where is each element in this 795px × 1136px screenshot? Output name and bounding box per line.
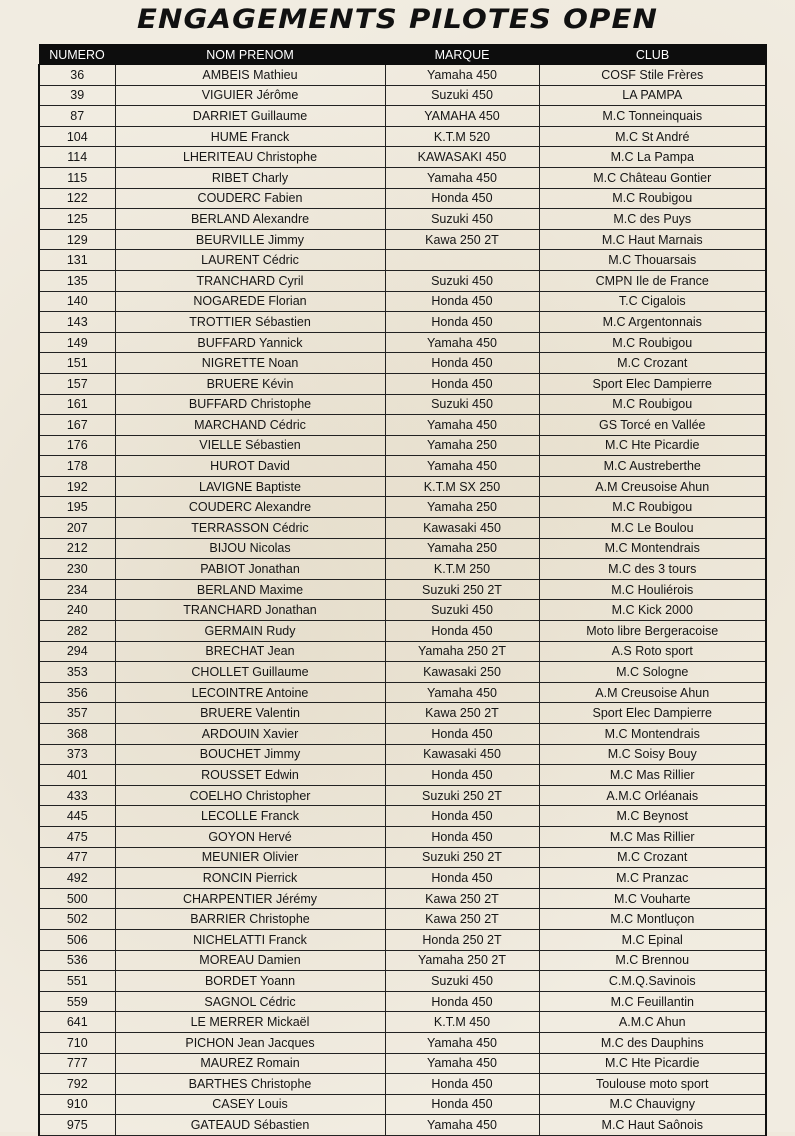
cell-nom-prenom: GERMAIN Rudy <box>115 621 385 642</box>
cell-club: A.M Creusoise Ahun <box>539 476 766 497</box>
table-row <box>39 518 766 539</box>
cell-marque: K.T.M SX 250 <box>385 476 539 497</box>
cell-numero: 536 <box>39 950 115 971</box>
table-row <box>39 188 766 209</box>
cell-numero: 368 <box>39 724 115 745</box>
cell-marque: Honda 450 <box>385 765 539 786</box>
cell-club: M.C Le Boulou <box>539 518 766 539</box>
cell-numero: 122 <box>39 188 115 209</box>
cell-numero: 178 <box>39 456 115 477</box>
cell-club: M.C Pranzac <box>539 868 766 889</box>
cell-club: M.C Montluçon <box>539 909 766 930</box>
table-row <box>39 826 766 847</box>
table-row <box>39 415 766 436</box>
cell-numero: 234 <box>39 579 115 600</box>
cell-club: M.C Epinal <box>539 929 766 950</box>
table-row <box>39 209 766 230</box>
cell-club: M.C Thouarsais <box>539 250 766 271</box>
cell-club: M.C St André <box>539 126 766 147</box>
table-row <box>39 662 766 683</box>
cell-club: M.C Austreberthe <box>539 456 766 477</box>
table-row <box>39 167 766 188</box>
cell-marque: Yamaha 450 <box>385 1115 539 1136</box>
cell-nom-prenom: BUFFARD Yannick <box>115 332 385 353</box>
cell-marque: Kawa 250 2T <box>385 909 539 930</box>
cell-nom-prenom: PICHON Jean Jacques <box>115 1032 385 1053</box>
cell-marque: Suzuki 250 2T <box>385 847 539 868</box>
cell-numero: 149 <box>39 332 115 353</box>
cell-marque: Kawasaki 250 <box>385 662 539 683</box>
cell-numero: 559 <box>39 991 115 1012</box>
cell-club: Toulouse moto sport <box>539 1074 766 1095</box>
cell-club: M.C Vouharte <box>539 888 766 909</box>
cell-numero: 240 <box>39 600 115 621</box>
cell-club: M.C Roubigou <box>539 394 766 415</box>
cell-nom-prenom: RONCIN Pierrick <box>115 868 385 889</box>
cell-nom-prenom: CASEY Louis <box>115 1094 385 1115</box>
table-row <box>39 312 766 333</box>
table-row <box>39 579 766 600</box>
cell-nom-prenom: VIELLE Sébastien <box>115 435 385 456</box>
cell-marque: Yamaha 450 <box>385 1053 539 1074</box>
cell-club: M.C Feuillantin <box>539 991 766 1012</box>
table-row <box>39 559 766 580</box>
cell-club: M.C Kick 2000 <box>539 600 766 621</box>
cell-numero: 433 <box>39 785 115 806</box>
cell-club: M.C Sologne <box>539 662 766 683</box>
table-row <box>39 785 766 806</box>
cell-club: M.C Hte Picardie <box>539 435 766 456</box>
cell-marque: Suzuki 450 <box>385 600 539 621</box>
entries-table <box>38 44 767 1136</box>
cell-marque: Yamaha 450 <box>385 415 539 436</box>
cell-club: T.C Cigalois <box>539 291 766 312</box>
cell-nom-prenom: CHARPENTIER Jérémy <box>115 888 385 909</box>
cell-nom-prenom: ROUSSET Edwin <box>115 765 385 786</box>
table-row <box>39 497 766 518</box>
cell-nom-prenom: VIGUIER Jérôme <box>115 85 385 106</box>
cell-marque: K.T.M 520 <box>385 126 539 147</box>
table-row <box>39 703 766 724</box>
table-row <box>39 394 766 415</box>
cell-numero: 129 <box>39 229 115 250</box>
cell-marque: Kawa 250 2T <box>385 703 539 724</box>
cell-numero: 114 <box>39 147 115 168</box>
table-row <box>39 106 766 127</box>
cell-marque: Yamaha 450 <box>385 1032 539 1053</box>
cell-nom-prenom: SAGNOL Cédric <box>115 991 385 1012</box>
cell-nom-prenom: COUDERC Fabien <box>115 188 385 209</box>
cell-marque: Yamaha 450 <box>385 456 539 477</box>
cell-club: A.S Roto sport <box>539 641 766 662</box>
cell-nom-prenom: GOYON Hervé <box>115 826 385 847</box>
cell-numero: 161 <box>39 394 115 415</box>
cell-numero: 176 <box>39 435 115 456</box>
cell-nom-prenom: CHOLLET Guillaume <box>115 662 385 683</box>
cell-club: M.C Haut Marnais <box>539 229 766 250</box>
cell-nom-prenom: BARTHES Christophe <box>115 1074 385 1095</box>
cell-nom-prenom: LECOINTRE Antoine <box>115 682 385 703</box>
cell-numero: 373 <box>39 744 115 765</box>
cell-numero: 87 <box>39 106 115 127</box>
cell-club: M.C Montendrais <box>539 724 766 745</box>
table-row <box>39 847 766 868</box>
cell-nom-prenom: MARCHAND Cédric <box>115 415 385 436</box>
table-row <box>39 991 766 1012</box>
table-row <box>39 1115 766 1136</box>
table-row <box>39 621 766 642</box>
cell-club: M.C Tonneinquais <box>539 106 766 127</box>
cell-marque: K.T.M 250 <box>385 559 539 580</box>
cell-marque: Honda 450 <box>385 312 539 333</box>
cell-nom-prenom: LAURENT Cédric <box>115 250 385 271</box>
cell-marque: Honda 450 <box>385 868 539 889</box>
table-row <box>39 538 766 559</box>
table-row <box>39 147 766 168</box>
cell-numero: 115 <box>39 167 115 188</box>
cell-numero: 167 <box>39 415 115 436</box>
cell-marque: Suzuki 450 <box>385 270 539 291</box>
cell-nom-prenom: GATEAUD Sébastien <box>115 1115 385 1136</box>
cell-marque: Honda 250 2T <box>385 929 539 950</box>
cell-marque: Yamaha 250 2T <box>385 950 539 971</box>
cell-numero: 475 <box>39 826 115 847</box>
cell-club: M.C des Puys <box>539 209 766 230</box>
cell-numero: 282 <box>39 621 115 642</box>
cell-numero: 357 <box>39 703 115 724</box>
cell-nom-prenom: MOREAU Damien <box>115 950 385 971</box>
cell-marque: Suzuki 450 <box>385 209 539 230</box>
header-numero: NUMERO <box>39 45 115 65</box>
table-row <box>39 765 766 786</box>
cell-club: LA PAMPA <box>539 85 766 106</box>
cell-nom-prenom: TERRASSON Cédric <box>115 518 385 539</box>
table-row <box>39 641 766 662</box>
cell-club: Moto libre Bergeracoise <box>539 621 766 642</box>
cell-club: M.C Roubigou <box>539 188 766 209</box>
cell-numero: 212 <box>39 538 115 559</box>
cell-club: M.C Crozant <box>539 353 766 374</box>
cell-marque: Honda 450 <box>385 621 539 642</box>
cell-numero: 195 <box>39 497 115 518</box>
cell-club: M.C Haut Saônois <box>539 1115 766 1136</box>
cell-nom-prenom: LECOLLE Franck <box>115 806 385 827</box>
cell-marque: Honda 450 <box>385 991 539 1012</box>
table-row <box>39 65 766 86</box>
cell-nom-prenom: MEUNIER Olivier <box>115 847 385 868</box>
table-row <box>39 126 766 147</box>
cell-nom-prenom: TRANCHARD Cyril <box>115 270 385 291</box>
cell-club: M.C Roubigou <box>539 497 766 518</box>
cell-club: M.C Hte Picardie <box>539 1053 766 1074</box>
cell-club: COSF Stile Frères <box>539 65 766 86</box>
page-title: ENGAGEMENTS PILOTES OPEN <box>137 4 658 35</box>
cell-marque: Suzuki 250 2T <box>385 785 539 806</box>
cell-club: M.C Montendrais <box>539 538 766 559</box>
header-nom-prenom: NOM PRENOM <box>115 45 385 65</box>
cell-club: M.C Mas Rillier <box>539 765 766 786</box>
cell-marque: Yamaha 250 <box>385 435 539 456</box>
cell-nom-prenom: ARDOUIN Xavier <box>115 724 385 745</box>
cell-club: A.M Creusoise Ahun <box>539 682 766 703</box>
cell-marque: Honda 450 <box>385 806 539 827</box>
cell-marque: Honda 450 <box>385 1094 539 1115</box>
table-row <box>39 1094 766 1115</box>
cell-club: M.C Château Gontier <box>539 167 766 188</box>
cell-marque: Kawa 250 2T <box>385 888 539 909</box>
cell-marque: YAMAHA 450 <box>385 106 539 127</box>
cell-numero: 36 <box>39 65 115 86</box>
cell-marque: Honda 450 <box>385 1074 539 1095</box>
cell-club: M.C Roubigou <box>539 332 766 353</box>
cell-numero: 792 <box>39 1074 115 1095</box>
cell-nom-prenom: RIBET Charly <box>115 167 385 188</box>
cell-club: M.C Houliérois <box>539 579 766 600</box>
cell-marque: Honda 450 <box>385 373 539 394</box>
cell-club: M.C des 3 tours <box>539 559 766 580</box>
cell-nom-prenom: HUROT David <box>115 456 385 477</box>
cell-club: M.C Crozant <box>539 847 766 868</box>
cell-numero: 192 <box>39 476 115 497</box>
cell-numero: 135 <box>39 270 115 291</box>
cell-club: M.C des Dauphins <box>539 1032 766 1053</box>
cell-nom-prenom: BOUCHET Jimmy <box>115 744 385 765</box>
cell-nom-prenom: BRUERE Valentin <box>115 703 385 724</box>
cell-nom-prenom: BIJOU Nicolas <box>115 538 385 559</box>
cell-club: M.C Mas Rillier <box>539 826 766 847</box>
header-club: CLUB <box>539 45 766 65</box>
cell-nom-prenom: LAVIGNE Baptiste <box>115 476 385 497</box>
cell-numero: 401 <box>39 765 115 786</box>
table-row <box>39 476 766 497</box>
cell-club: CMPN Ile de France <box>539 270 766 291</box>
cell-marque: Honda 450 <box>385 826 539 847</box>
cell-marque: Honda 450 <box>385 291 539 312</box>
cell-club: M.C La Pampa <box>539 147 766 168</box>
cell-marque: Yamaha 250 2T <box>385 641 539 662</box>
cell-numero: 641 <box>39 1012 115 1033</box>
cell-marque: Suzuki 250 2T <box>385 579 539 600</box>
cell-nom-prenom: COELHO Christopher <box>115 785 385 806</box>
table-row <box>39 250 766 271</box>
cell-numero: 551 <box>39 971 115 992</box>
table-row <box>39 744 766 765</box>
table-row <box>39 971 766 992</box>
cell-marque: Kawa 250 2T <box>385 229 539 250</box>
table-row <box>39 868 766 889</box>
cell-nom-prenom: LE MERRER Mickaël <box>115 1012 385 1033</box>
cell-numero: 477 <box>39 847 115 868</box>
table-row <box>39 373 766 394</box>
cell-club: A.M.C Ahun <box>539 1012 766 1033</box>
cell-nom-prenom: NICHELATTI Franck <box>115 929 385 950</box>
cell-marque: Yamaha 250 <box>385 497 539 518</box>
cell-numero: 500 <box>39 888 115 909</box>
cell-club: A.M.C Orléanais <box>539 785 766 806</box>
table-row <box>39 600 766 621</box>
table-row <box>39 682 766 703</box>
cell-marque: Kawasaki 450 <box>385 518 539 539</box>
cell-numero: 39 <box>39 85 115 106</box>
cell-club: M.C Brennou <box>539 950 766 971</box>
cell-nom-prenom: HUME Franck <box>115 126 385 147</box>
cell-marque: Honda 450 <box>385 188 539 209</box>
table-row <box>39 806 766 827</box>
cell-marque: Yamaha 450 <box>385 65 539 86</box>
table-row <box>39 1032 766 1053</box>
cell-numero: 230 <box>39 559 115 580</box>
table-row <box>39 950 766 971</box>
table-row <box>39 1074 766 1095</box>
cell-numero: 492 <box>39 868 115 889</box>
cell-nom-prenom: COUDERC Alexandre <box>115 497 385 518</box>
cell-marque: Yamaha 450 <box>385 167 539 188</box>
cell-numero: 131 <box>39 250 115 271</box>
cell-numero: 125 <box>39 209 115 230</box>
cell-marque: Suzuki 450 <box>385 971 539 992</box>
cell-marque: KAWASAKI 450 <box>385 147 539 168</box>
table-row <box>39 724 766 745</box>
cell-marque: K.T.M 450 <box>385 1012 539 1033</box>
cell-club: Sport Elec Dampierre <box>539 373 766 394</box>
cell-numero: 975 <box>39 1115 115 1136</box>
cell-numero: 140 <box>39 291 115 312</box>
cell-club: M.C Argentonnais <box>539 312 766 333</box>
cell-nom-prenom: BUFFARD Christophe <box>115 394 385 415</box>
cell-marque: Suzuki 450 <box>385 85 539 106</box>
table-row <box>39 435 766 456</box>
cell-club: M.C Beynost <box>539 806 766 827</box>
header-marque: MARQUE <box>385 45 539 65</box>
table-row <box>39 909 766 930</box>
table-header-row <box>39 45 766 65</box>
cell-numero: 506 <box>39 929 115 950</box>
cell-nom-prenom: NIGRETTE Noan <box>115 353 385 374</box>
cell-nom-prenom: BARRIER Christophe <box>115 909 385 930</box>
cell-numero: 151 <box>39 353 115 374</box>
cell-marque: Kawasaki 450 <box>385 744 539 765</box>
cell-marque: Honda 450 <box>385 724 539 745</box>
table-row <box>39 353 766 374</box>
cell-numero: 356 <box>39 682 115 703</box>
cell-numero: 710 <box>39 1032 115 1053</box>
table-row <box>39 1012 766 1033</box>
cell-marque <box>385 250 539 271</box>
cell-marque: Suzuki 450 <box>385 394 539 415</box>
cell-club: C.M.Q.Savinois <box>539 971 766 992</box>
cell-marque: Yamaha 450 <box>385 682 539 703</box>
cell-nom-prenom: LHERITEAU Christophe <box>115 147 385 168</box>
cell-nom-prenom: TROTTIER Sébastien <box>115 312 385 333</box>
cell-numero: 207 <box>39 518 115 539</box>
cell-numero: 104 <box>39 126 115 147</box>
table-body <box>39 65 766 1136</box>
cell-club: M.C Chauvigny <box>539 1094 766 1115</box>
cell-nom-prenom: BRUERE Kévin <box>115 373 385 394</box>
table-row <box>39 332 766 353</box>
cell-nom-prenom: BERLAND Maxime <box>115 579 385 600</box>
cell-nom-prenom: BEURVILLE Jimmy <box>115 229 385 250</box>
cell-club: GS Torcé en Vallée <box>539 415 766 436</box>
cell-nom-prenom: BRECHAT Jean <box>115 641 385 662</box>
table-row <box>39 888 766 909</box>
cell-numero: 445 <box>39 806 115 827</box>
cell-nom-prenom: BORDET Yoann <box>115 971 385 992</box>
cell-numero: 143 <box>39 312 115 333</box>
cell-numero: 294 <box>39 641 115 662</box>
cell-nom-prenom: BERLAND Alexandre <box>115 209 385 230</box>
cell-club: M.C Soisy Bouy <box>539 744 766 765</box>
table-row <box>39 456 766 477</box>
cell-nom-prenom: DARRIET Guillaume <box>115 106 385 127</box>
cell-numero: 502 <box>39 909 115 930</box>
cell-nom-prenom: PABIOT Jonathan <box>115 559 385 580</box>
cell-marque: Yamaha 450 <box>385 332 539 353</box>
cell-numero: 157 <box>39 373 115 394</box>
cell-club: Sport Elec Dampierre <box>539 703 766 724</box>
table-row <box>39 929 766 950</box>
cell-numero: 353 <box>39 662 115 683</box>
cell-marque: Yamaha 250 <box>385 538 539 559</box>
table-row <box>39 229 766 250</box>
table-row <box>39 270 766 291</box>
cell-nom-prenom: NOGAREDE Florian <box>115 291 385 312</box>
cell-numero: 777 <box>39 1053 115 1074</box>
table-row <box>39 1053 766 1074</box>
cell-nom-prenom: MAUREZ Romain <box>115 1053 385 1074</box>
table-row <box>39 85 766 106</box>
cell-nom-prenom: TRANCHARD Jonathan <box>115 600 385 621</box>
table-row <box>39 291 766 312</box>
cell-nom-prenom: AMBEIS Mathieu <box>115 65 385 86</box>
cell-numero: 910 <box>39 1094 115 1115</box>
cell-marque: Honda 450 <box>385 353 539 374</box>
